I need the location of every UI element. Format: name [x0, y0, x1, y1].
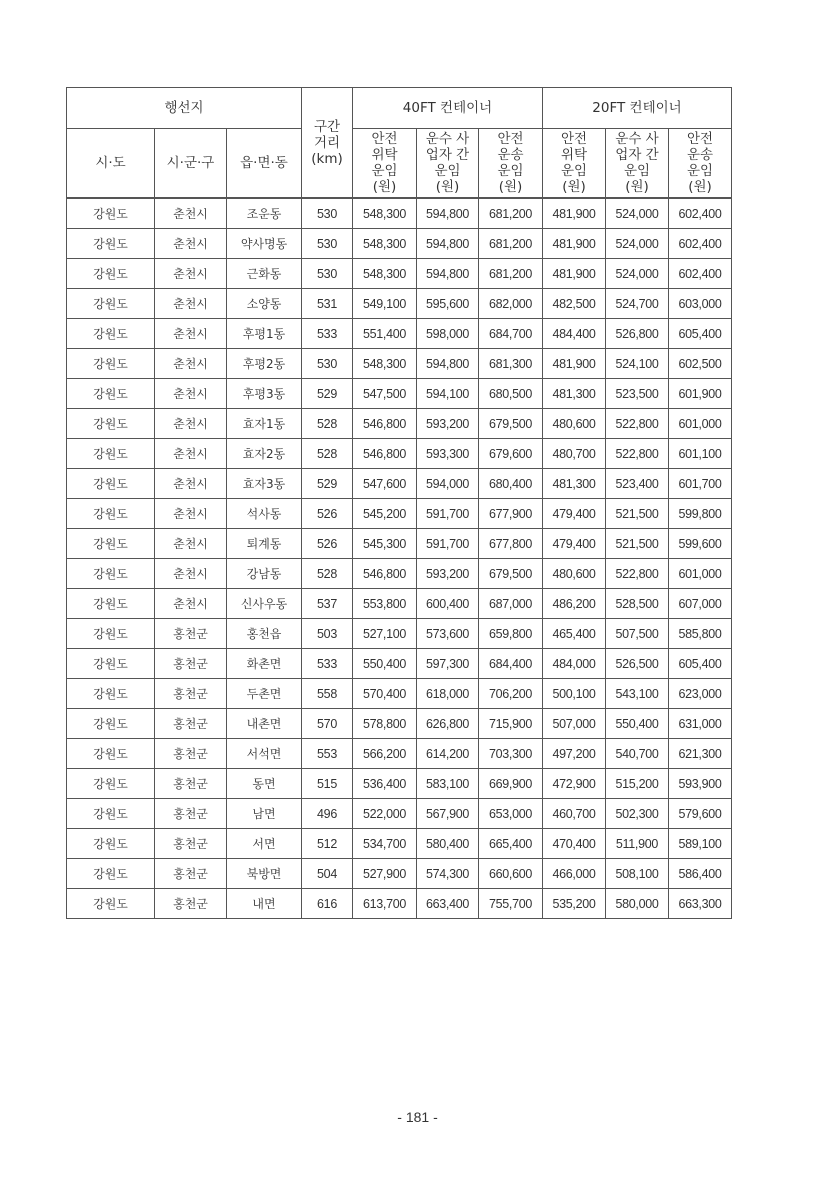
cell-eupmyeondong: 강남동 — [227, 559, 302, 589]
cell-20ft-carrier: 580,000 — [606, 889, 669, 919]
cell-40ft-safe-transport: 684,700 — [479, 319, 543, 349]
table-row — [67, 379, 732, 409]
cell-40ft-safe-consign: 548,300 — [353, 259, 417, 289]
cell-sigungu: 춘천시 — [155, 499, 227, 529]
cell-sido: 강원도 — [67, 859, 155, 889]
cell-20ft-carrier: 524,000 — [606, 259, 669, 289]
cell-20ft-safe-consign: 472,900 — [543, 769, 606, 799]
cell-distance: 529 — [302, 469, 353, 499]
table-header — [67, 88, 732, 199]
cell-20ft-safe-transport: 605,400 — [669, 649, 732, 679]
cell-sigungu: 춘천시 — [155, 559, 227, 589]
cell-sido: 강원도 — [67, 649, 155, 679]
header-distance: 구간 거리 (km) — [302, 88, 353, 199]
table-row — [67, 319, 732, 349]
cell-20ft-safe-transport: 586,400 — [669, 859, 732, 889]
cell-40ft-safe-transport: 677,900 — [479, 499, 543, 529]
cell-distance: 504 — [302, 859, 353, 889]
cell-20ft-safe-consign: 460,700 — [543, 799, 606, 829]
table-row — [67, 829, 732, 859]
cell-40ft-carrier: 663,400 — [417, 889, 479, 919]
cell-sigungu: 홍천군 — [155, 709, 227, 739]
page-number: - 181 - — [397, 1109, 438, 1125]
table-row — [67, 469, 732, 499]
table-row — [67, 559, 732, 589]
cell-40ft-safe-transport: 684,400 — [479, 649, 543, 679]
cell-20ft-carrier: 528,500 — [606, 589, 669, 619]
cell-sido: 강원도 — [67, 319, 155, 349]
cell-20ft-safe-consign: 507,000 — [543, 709, 606, 739]
table-row — [67, 769, 732, 799]
cell-eupmyeondong: 후평1동 — [227, 319, 302, 349]
cell-40ft-safe-consign: 536,400 — [353, 769, 417, 799]
cell-20ft-safe-consign: 480,700 — [543, 439, 606, 469]
cell-eupmyeondong: 후평2동 — [227, 349, 302, 379]
cell-40ft-safe-consign: 547,500 — [353, 379, 417, 409]
cell-sigungu: 춘천시 — [155, 289, 227, 319]
cell-40ft-safe-transport: 659,800 — [479, 619, 543, 649]
cell-40ft-safe-transport: 660,600 — [479, 859, 543, 889]
cell-20ft-safe-transport: 599,600 — [669, 529, 732, 559]
cell-20ft-safe-transport: 603,000 — [669, 289, 732, 319]
cell-20ft-safe-transport: 621,300 — [669, 739, 732, 769]
cell-distance: 616 — [302, 889, 353, 919]
cell-20ft-safe-consign: 500,100 — [543, 679, 606, 709]
cell-20ft-safe-consign: 480,600 — [543, 409, 606, 439]
cell-sigungu: 홍천군 — [155, 739, 227, 769]
cell-distance: 529 — [302, 379, 353, 409]
cell-sido: 강원도 — [67, 439, 155, 469]
cell-20ft-safe-consign: 481,900 — [543, 259, 606, 289]
cell-20ft-safe-consign: 465,400 — [543, 619, 606, 649]
cell-20ft-carrier: 523,400 — [606, 469, 669, 499]
cell-20ft-safe-transport: 602,400 — [669, 259, 732, 289]
cell-sido: 강원도 — [67, 709, 155, 739]
cell-distance: 533 — [302, 319, 353, 349]
cell-eupmyeondong: 효자1동 — [227, 409, 302, 439]
cell-20ft-carrier: 543,100 — [606, 679, 669, 709]
cell-40ft-carrier: 594,100 — [417, 379, 479, 409]
cell-distance: 553 — [302, 739, 353, 769]
cell-eupmyeondong: 두촌면 — [227, 679, 302, 709]
cell-sigungu: 춘천시 — [155, 529, 227, 559]
cell-20ft-safe-transport: 601,000 — [669, 409, 732, 439]
cell-40ft-safe-consign: 545,300 — [353, 529, 417, 559]
cell-distance: 528 — [302, 439, 353, 469]
cell-20ft-carrier: 524,000 — [606, 198, 669, 229]
cell-20ft-safe-transport: 585,800 — [669, 619, 732, 649]
cell-eupmyeondong: 효자2동 — [227, 439, 302, 469]
cell-sido: 강원도 — [67, 769, 155, 799]
cell-distance: 503 — [302, 619, 353, 649]
cell-40ft-safe-consign: 548,300 — [353, 349, 417, 379]
cell-40ft-carrier: 600,400 — [417, 589, 479, 619]
cell-20ft-safe-transport: 605,400 — [669, 319, 732, 349]
cell-20ft-safe-transport: 663,300 — [669, 889, 732, 919]
cell-20ft-safe-transport: 607,000 — [669, 589, 732, 619]
cell-20ft-carrier: 507,500 — [606, 619, 669, 649]
cell-40ft-safe-consign: 545,200 — [353, 499, 417, 529]
cell-20ft-carrier: 502,300 — [606, 799, 669, 829]
cell-sigungu: 홍천군 — [155, 649, 227, 679]
cell-20ft-safe-consign: 482,500 — [543, 289, 606, 319]
cell-20ft-safe-transport: 589,100 — [669, 829, 732, 859]
cell-40ft-safe-consign: 566,200 — [353, 739, 417, 769]
header-20ft-safe-transport-rate: 안전 운송 운임 (원) — [669, 129, 732, 199]
cell-20ft-safe-consign: 481,300 — [543, 469, 606, 499]
cell-40ft-safe-transport: 677,800 — [479, 529, 543, 559]
cell-20ft-safe-consign: 481,300 — [543, 379, 606, 409]
cell-20ft-carrier: 515,200 — [606, 769, 669, 799]
cell-40ft-safe-transport: 653,000 — [479, 799, 543, 829]
table-row — [67, 889, 732, 919]
cell-40ft-safe-consign: 551,400 — [353, 319, 417, 349]
cell-40ft-safe-transport: 682,000 — [479, 289, 543, 319]
cell-sigungu: 춘천시 — [155, 589, 227, 619]
header-20ft-carrier-rate: 운수 사업자 간 운임 (원) — [606, 129, 669, 199]
cell-eupmyeondong: 내면 — [227, 889, 302, 919]
cell-distance: 496 — [302, 799, 353, 829]
cell-sigungu: 춘천시 — [155, 349, 227, 379]
cell-eupmyeondong: 서면 — [227, 829, 302, 859]
cell-20ft-safe-transport: 631,000 — [669, 709, 732, 739]
cell-sigungu: 춘천시 — [155, 198, 227, 229]
cell-20ft-safe-consign: 479,400 — [543, 499, 606, 529]
cell-eupmyeondong: 남면 — [227, 799, 302, 829]
cell-distance: 530 — [302, 259, 353, 289]
cell-20ft-safe-transport: 602,500 — [669, 349, 732, 379]
cell-sigungu: 춘천시 — [155, 229, 227, 259]
cell-20ft-safe-consign: 480,600 — [543, 559, 606, 589]
cell-sigungu: 홍천군 — [155, 679, 227, 709]
cell-eupmyeondong: 신사우동 — [227, 589, 302, 619]
cell-eupmyeondong: 서석면 — [227, 739, 302, 769]
cell-sigungu: 홍천군 — [155, 889, 227, 919]
cell-40ft-safe-transport: 703,300 — [479, 739, 543, 769]
cell-sido: 강원도 — [67, 889, 155, 919]
cell-20ft-safe-consign: 484,000 — [543, 649, 606, 679]
cell-40ft-safe-consign: 527,100 — [353, 619, 417, 649]
cell-40ft-carrier: 591,700 — [417, 529, 479, 559]
cell-40ft-safe-transport: 681,200 — [479, 259, 543, 289]
cell-20ft-carrier: 550,400 — [606, 709, 669, 739]
cell-eupmyeondong: 홍천읍 — [227, 619, 302, 649]
cell-40ft-safe-consign: 578,800 — [353, 709, 417, 739]
cell-20ft-carrier: 526,800 — [606, 319, 669, 349]
cell-sido: 강원도 — [67, 229, 155, 259]
table-row — [67, 259, 732, 289]
cell-20ft-safe-consign: 486,200 — [543, 589, 606, 619]
cell-40ft-carrier: 583,100 — [417, 769, 479, 799]
cell-40ft-carrier: 573,600 — [417, 619, 479, 649]
cell-40ft-safe-consign: 546,800 — [353, 439, 417, 469]
cell-20ft-carrier: 524,700 — [606, 289, 669, 319]
cell-distance: 528 — [302, 559, 353, 589]
cell-sigungu: 홍천군 — [155, 799, 227, 829]
cell-40ft-safe-consign: 534,700 — [353, 829, 417, 859]
cell-40ft-carrier: 594,800 — [417, 349, 479, 379]
cell-40ft-safe-transport: 755,700 — [479, 889, 543, 919]
header-20ft-container: 20FT 컨테이너 — [543, 88, 732, 129]
cell-40ft-carrier: 593,200 — [417, 559, 479, 589]
cell-20ft-safe-transport: 623,000 — [669, 679, 732, 709]
cell-20ft-safe-consign: 481,900 — [543, 198, 606, 229]
cell-40ft-safe-consign: 546,800 — [353, 559, 417, 589]
cell-40ft-safe-transport: 715,900 — [479, 709, 543, 739]
cell-40ft-carrier: 580,400 — [417, 829, 479, 859]
cell-distance: 526 — [302, 529, 353, 559]
cell-sido: 강원도 — [67, 559, 155, 589]
header-eupmyeondong: 읍·면·동 — [227, 129, 302, 199]
cell-sigungu: 춘천시 — [155, 409, 227, 439]
cell-distance: 512 — [302, 829, 353, 859]
cell-40ft-carrier: 594,800 — [417, 259, 479, 289]
cell-40ft-safe-consign: 548,300 — [353, 229, 417, 259]
cell-20ft-carrier: 521,500 — [606, 529, 669, 559]
cell-eupmyeondong: 퇴계동 — [227, 529, 302, 559]
cell-distance: 530 — [302, 198, 353, 229]
cell-40ft-carrier: 574,300 — [417, 859, 479, 889]
cell-20ft-carrier: 522,800 — [606, 409, 669, 439]
cell-40ft-safe-transport: 687,000 — [479, 589, 543, 619]
cell-distance: 530 — [302, 229, 353, 259]
table-row — [67, 589, 732, 619]
cell-40ft-carrier: 594,800 — [417, 198, 479, 229]
cell-distance: 526 — [302, 499, 353, 529]
cell-40ft-carrier: 626,800 — [417, 709, 479, 739]
cell-20ft-safe-consign: 470,400 — [543, 829, 606, 859]
cell-eupmyeondong: 동면 — [227, 769, 302, 799]
cell-40ft-safe-transport: 680,500 — [479, 379, 543, 409]
header-40ft-container: 40FT 컨테이너 — [353, 88, 543, 129]
table-body — [67, 198, 732, 919]
header-sido: 시·도 — [67, 129, 155, 199]
cell-20ft-carrier: 521,500 — [606, 499, 669, 529]
table-row — [67, 709, 732, 739]
cell-40ft-safe-consign: 613,700 — [353, 889, 417, 919]
cell-sido: 강원도 — [67, 379, 155, 409]
cell-20ft-safe-transport: 601,100 — [669, 439, 732, 469]
cell-distance: 570 — [302, 709, 353, 739]
cell-sigungu: 춘천시 — [155, 319, 227, 349]
cell-sido: 강원도 — [67, 469, 155, 499]
cell-40ft-safe-consign: 548,300 — [353, 198, 417, 229]
cell-20ft-safe-consign: 481,900 — [543, 229, 606, 259]
cell-40ft-safe-consign: 549,100 — [353, 289, 417, 319]
cell-20ft-safe-transport: 602,400 — [669, 198, 732, 229]
cell-40ft-carrier: 598,000 — [417, 319, 479, 349]
cell-40ft-safe-consign: 522,000 — [353, 799, 417, 829]
cell-sido: 강원도 — [67, 409, 155, 439]
cell-20ft-safe-transport: 593,900 — [669, 769, 732, 799]
cell-sigungu: 춘천시 — [155, 469, 227, 499]
table-row — [67, 349, 732, 379]
cell-sido: 강원도 — [67, 499, 155, 529]
cell-40ft-carrier: 594,000 — [417, 469, 479, 499]
cell-40ft-safe-consign: 546,800 — [353, 409, 417, 439]
cell-40ft-carrier: 618,000 — [417, 679, 479, 709]
table-row — [67, 409, 732, 439]
cell-20ft-safe-consign: 535,200 — [543, 889, 606, 919]
cell-40ft-safe-transport: 679,500 — [479, 409, 543, 439]
cell-sido: 강원도 — [67, 679, 155, 709]
cell-sigungu: 춘천시 — [155, 379, 227, 409]
cell-sigungu: 홍천군 — [155, 829, 227, 859]
cell-20ft-safe-consign: 466,000 — [543, 859, 606, 889]
cell-40ft-safe-consign: 547,600 — [353, 469, 417, 499]
cell-40ft-safe-transport: 665,400 — [479, 829, 543, 859]
cell-distance: 537 — [302, 589, 353, 619]
cell-eupmyeondong: 화촌면 — [227, 649, 302, 679]
cell-distance: 531 — [302, 289, 353, 319]
freight-rate-table — [66, 87, 732, 919]
cell-20ft-safe-consign: 479,400 — [543, 529, 606, 559]
table-row — [67, 439, 732, 469]
cell-40ft-safe-transport: 680,400 — [479, 469, 543, 499]
cell-40ft-carrier: 591,700 — [417, 499, 479, 529]
cell-40ft-safe-transport: 679,500 — [479, 559, 543, 589]
table-row — [67, 229, 732, 259]
table-row — [67, 499, 732, 529]
cell-40ft-safe-transport: 679,600 — [479, 439, 543, 469]
cell-sido: 강원도 — [67, 529, 155, 559]
header-40ft-safe-transport-rate: 안전 운송 운임 (원) — [479, 129, 543, 199]
cell-sido: 강원도 — [67, 259, 155, 289]
table-row — [67, 289, 732, 319]
cell-eupmyeondong: 석사동 — [227, 499, 302, 529]
table-row — [67, 649, 732, 679]
cell-20ft-carrier: 540,700 — [606, 739, 669, 769]
cell-20ft-safe-consign: 481,900 — [543, 349, 606, 379]
cell-40ft-carrier: 593,300 — [417, 439, 479, 469]
cell-distance: 558 — [302, 679, 353, 709]
cell-20ft-safe-transport: 579,600 — [669, 799, 732, 829]
cell-eupmyeondong: 약사명동 — [227, 229, 302, 259]
cell-40ft-safe-consign: 550,400 — [353, 649, 417, 679]
cell-eupmyeondong: 근화동 — [227, 259, 302, 289]
header-20ft-safe-consign-rate: 안전 위탁 운임 (원) — [543, 129, 606, 199]
cell-eupmyeondong: 소양동 — [227, 289, 302, 319]
cell-20ft-carrier: 524,000 — [606, 229, 669, 259]
cell-20ft-carrier: 526,500 — [606, 649, 669, 679]
cell-40ft-carrier: 567,900 — [417, 799, 479, 829]
cell-eupmyeondong: 후평3동 — [227, 379, 302, 409]
cell-sido: 강원도 — [67, 619, 155, 649]
cell-40ft-safe-transport: 681,200 — [479, 229, 543, 259]
table-row — [67, 198, 732, 229]
cell-sigungu: 춘천시 — [155, 439, 227, 469]
cell-eupmyeondong: 조운동 — [227, 198, 302, 229]
cell-distance: 533 — [302, 649, 353, 679]
cell-20ft-carrier: 524,100 — [606, 349, 669, 379]
cell-sigungu: 홍천군 — [155, 619, 227, 649]
cell-20ft-safe-transport: 602,400 — [669, 229, 732, 259]
cell-40ft-safe-transport: 706,200 — [479, 679, 543, 709]
cell-40ft-safe-consign: 570,400 — [353, 679, 417, 709]
cell-20ft-safe-transport: 601,900 — [669, 379, 732, 409]
header-destination: 행선지 — [67, 88, 302, 129]
cell-20ft-safe-consign: 497,200 — [543, 739, 606, 769]
cell-20ft-carrier: 511,900 — [606, 829, 669, 859]
cell-40ft-carrier: 594,800 — [417, 229, 479, 259]
cell-eupmyeondong: 효자3동 — [227, 469, 302, 499]
cell-20ft-safe-transport: 599,800 — [669, 499, 732, 529]
cell-eupmyeondong: 북방면 — [227, 859, 302, 889]
table-row — [67, 679, 732, 709]
cell-40ft-safe-transport: 681,200 — [479, 198, 543, 229]
cell-20ft-carrier: 522,800 — [606, 559, 669, 589]
cell-sido: 강원도 — [67, 739, 155, 769]
table-row — [67, 739, 732, 769]
cell-sigungu: 홍천군 — [155, 769, 227, 799]
cell-sido: 강원도 — [67, 349, 155, 379]
cell-40ft-carrier: 614,200 — [417, 739, 479, 769]
cell-eupmyeondong: 내촌면 — [227, 709, 302, 739]
cell-distance: 528 — [302, 409, 353, 439]
cell-20ft-safe-transport: 601,700 — [669, 469, 732, 499]
table-row — [67, 859, 732, 889]
cell-40ft-carrier: 595,600 — [417, 289, 479, 319]
header-sigungu: 시·군·구 — [155, 129, 227, 199]
header-40ft-safe-consign-rate: 안전 위탁 운임 (원) — [353, 129, 417, 199]
cell-sido: 강원도 — [67, 799, 155, 829]
table-row — [67, 529, 732, 559]
cell-20ft-safe-transport: 601,000 — [669, 559, 732, 589]
cell-distance: 515 — [302, 769, 353, 799]
cell-40ft-carrier: 597,300 — [417, 649, 479, 679]
cell-40ft-safe-transport: 681,300 — [479, 349, 543, 379]
cell-20ft-carrier: 523,500 — [606, 379, 669, 409]
cell-40ft-safe-consign: 553,800 — [353, 589, 417, 619]
header-40ft-carrier-rate: 운수 사업자 간 운임 (원) — [417, 129, 479, 199]
cell-sido: 강원도 — [67, 589, 155, 619]
table-row — [67, 619, 732, 649]
table-row — [67, 799, 732, 829]
cell-20ft-carrier: 522,800 — [606, 439, 669, 469]
cell-20ft-carrier: 508,100 — [606, 859, 669, 889]
cell-sido: 강원도 — [67, 829, 155, 859]
cell-distance: 530 — [302, 349, 353, 379]
cell-sigungu: 춘천시 — [155, 259, 227, 289]
cell-sigungu: 홍천군 — [155, 859, 227, 889]
cell-20ft-safe-consign: 484,400 — [543, 319, 606, 349]
cell-sido: 강원도 — [67, 289, 155, 319]
cell-sido: 강원도 — [67, 198, 155, 229]
cell-40ft-carrier: 593,200 — [417, 409, 479, 439]
cell-40ft-safe-transport: 669,900 — [479, 769, 543, 799]
cell-40ft-safe-consign: 527,900 — [353, 859, 417, 889]
